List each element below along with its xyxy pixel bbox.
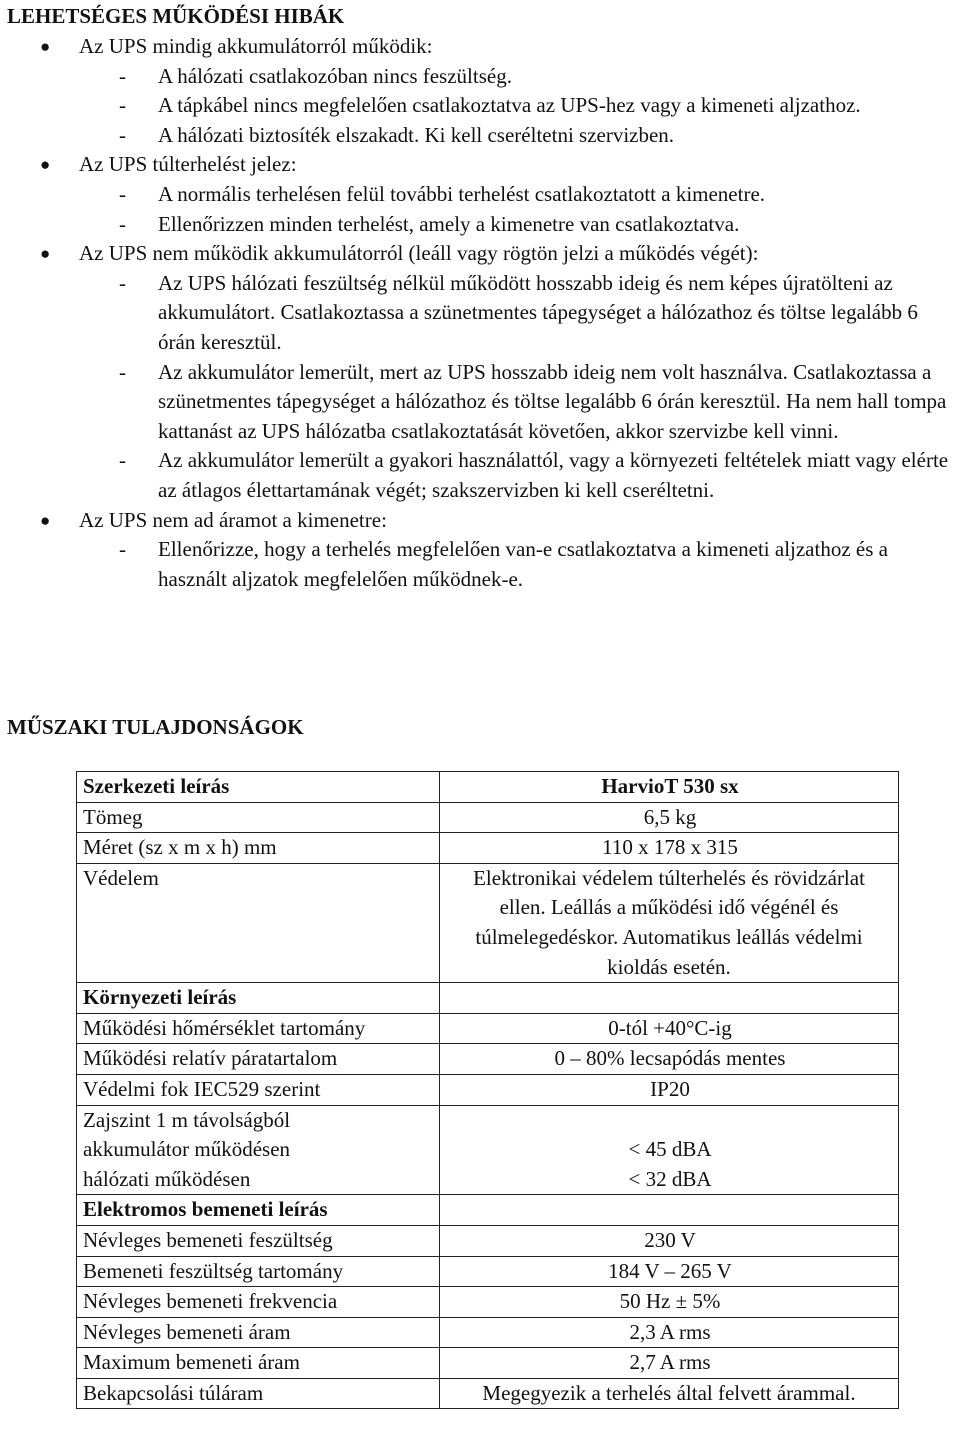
dash-icon: -	[119, 537, 126, 562]
table-row	[77, 802, 899, 833]
spec-label: Működési relatív páratartalom	[77, 1044, 440, 1075]
list-item: ● Az UPS mindig akkumulátorról működik:	[0, 32, 960, 62]
table-row	[77, 863, 899, 982]
spec-label: Védelmi fok IEC529 szerint	[77, 1074, 440, 1105]
spec-value: Megegyezik a terhelés által felvett árammal.	[440, 1378, 899, 1409]
sub-item: - A hálózati csatlakozóban nincs feszültség.	[0, 62, 960, 92]
bullet-icon: ●	[40, 510, 51, 530]
table-row	[77, 1225, 899, 1256]
spec-label: Névleges bemeneti feszültség	[77, 1225, 440, 1256]
spec-value: 0 – 80% lecsapódás mentes	[440, 1044, 899, 1075]
table-row	[77, 1195, 899, 1226]
dash-icon: -	[119, 93, 126, 118]
list-item: ● Az UPS túlterhelést jelez:	[0, 150, 960, 180]
spec-value: 50 Hz ± 5%	[440, 1287, 899, 1318]
spec-value: 184 V – 265 V	[440, 1256, 899, 1287]
spec-value: IP20	[440, 1074, 899, 1105]
table-row	[77, 1317, 899, 1348]
sub-item: - Az akkumulátor lemerült a gyakori használattól, vagy a környezeti feltételek miatt vagy elérte az átlagos élettartamának végét; szakszervizben ki kell cseréltetni.	[119, 448, 949, 502]
dash-icon: -	[119, 63, 126, 88]
spec-value	[440, 1195, 899, 1226]
sub-item: - A normális terhelésen felül további terhelést csatlakoztatott a kimenetre.	[0, 180, 960, 210]
table-row	[77, 772, 899, 803]
table-row	[77, 1348, 899, 1379]
spec-label: Bekapcsolási túláram	[77, 1378, 440, 1409]
table-row	[77, 833, 899, 864]
dash-icon: -	[119, 359, 126, 384]
spec-table	[76, 771, 899, 1409]
section-title-specs: MŰSZAKI TULAJDONSÁGOK	[7, 715, 304, 739]
spec-label: Tömeg	[77, 802, 440, 833]
list-item: ● Az UPS nem ad áramot a kimenetre:	[0, 506, 960, 536]
sub-item: - Ellenőrizze, hogy a terhelés megfelelően van-e csatlakoztatva a kimeneti aljzathoz és a használt aljzatok megfelelően működnek-e.	[119, 537, 888, 591]
spec-label: Névleges bemeneti áram	[77, 1317, 440, 1348]
bullet-icon: ●	[40, 37, 51, 56]
spec-label: Szerkezeti leírás	[77, 772, 440, 803]
spec-label: Névleges bemeneti frekvencia	[77, 1287, 440, 1318]
dash-icon: -	[119, 270, 126, 295]
dash-icon: -	[119, 448, 126, 473]
table-row	[77, 1287, 899, 1318]
spec-value: 230 V	[440, 1225, 899, 1256]
table-row	[77, 1256, 899, 1287]
spec-value: 0-tól +40°C-ig	[440, 1013, 899, 1044]
spec-value: < 45 dBA < 32 dBA	[440, 1105, 899, 1195]
bullet-icon: ●	[40, 155, 51, 175]
spec-value: Elektronikai védelem túlterhelés és rövidzárlat ellen. Leállás a működési idő végénél és túlmelegedéskor. Automatikus leállás védelmi kioldás esetén.	[440, 863, 899, 982]
table-row	[77, 1378, 899, 1409]
sub-item: - Az UPS hálózati feszültség nélkül működött hosszabb ideig és nem képes újratölteni az akkumulátort. Csatlakoztassa a szünetmentes tápegységet a hálózathoz és töltse legalább 6 órán keresztül.	[119, 270, 918, 354]
spec-label: Maximum bemeneti áram	[77, 1348, 440, 1379]
section-title-troubleshooting: LEHETSÉGES MŰKÖDÉSI HIBÁK	[7, 4, 345, 28]
spec-group-label: Elektromos bemeneti leírás	[77, 1195, 440, 1226]
bullet-icon: ●	[40, 244, 51, 264]
sub-item: - Ellenőrizzen minden terhelést, amely a kimenetre van csatlakoztatva.	[0, 210, 960, 240]
spec-value: 110 x 178 x 315	[440, 833, 899, 864]
spec-group-label: Környezeti leírás	[77, 983, 440, 1014]
spec-value: 2,7 A rms	[440, 1348, 899, 1379]
table-row	[77, 1074, 899, 1105]
list-item: ● Az UPS nem működik akkumulátorról (leáll vagy rögtön jelzi a működés végét):	[0, 239, 960, 269]
spec-value: 6,5 kg	[440, 802, 899, 833]
spec-label: Bemeneti feszültség tartomány	[77, 1256, 440, 1287]
spec-label: Méret (sz x m x h) mm	[77, 833, 440, 864]
table-row	[77, 1013, 899, 1044]
spec-value	[440, 983, 899, 1014]
sub-item: - A hálózati biztosíték elszakadt. Ki kell cseréltetni szervizben.	[0, 121, 960, 151]
spec-value: 2,3 A rms	[440, 1317, 899, 1348]
dash-icon: -	[119, 122, 126, 147]
sub-item: - Az akkumulátor lemerült, mert az UPS hosszabb ideig nem volt használva. Csatlakoztassa a szünetmentes tápegységet a hálózathoz és töltse legalább 6 órán keresztül. Ha nem hall tompa kattanást az UPS hálózatba csatlakoztatását követően, akkor szervizbe kell vinni.	[119, 359, 947, 443]
dash-icon: -	[119, 211, 126, 236]
dash-icon: -	[119, 181, 126, 206]
sub-item: - A tápkábel nincs megfelelően csatlakoztatva az UPS-hez vagy a kimeneti aljzathoz.	[0, 91, 960, 121]
spec-label: Védelem	[77, 863, 440, 982]
table-row	[77, 983, 899, 1014]
table-row	[77, 1044, 899, 1075]
table-row	[77, 1105, 899, 1195]
spec-value: HarvioT 530 sx	[440, 772, 899, 803]
spec-label: Működési hőmérséklet tartomány	[77, 1013, 440, 1044]
spec-label: Zajszint 1 m távolságból akkumulátor működésen hálózati működésen	[77, 1105, 440, 1195]
troubleshooting-list	[0, 32, 960, 594]
